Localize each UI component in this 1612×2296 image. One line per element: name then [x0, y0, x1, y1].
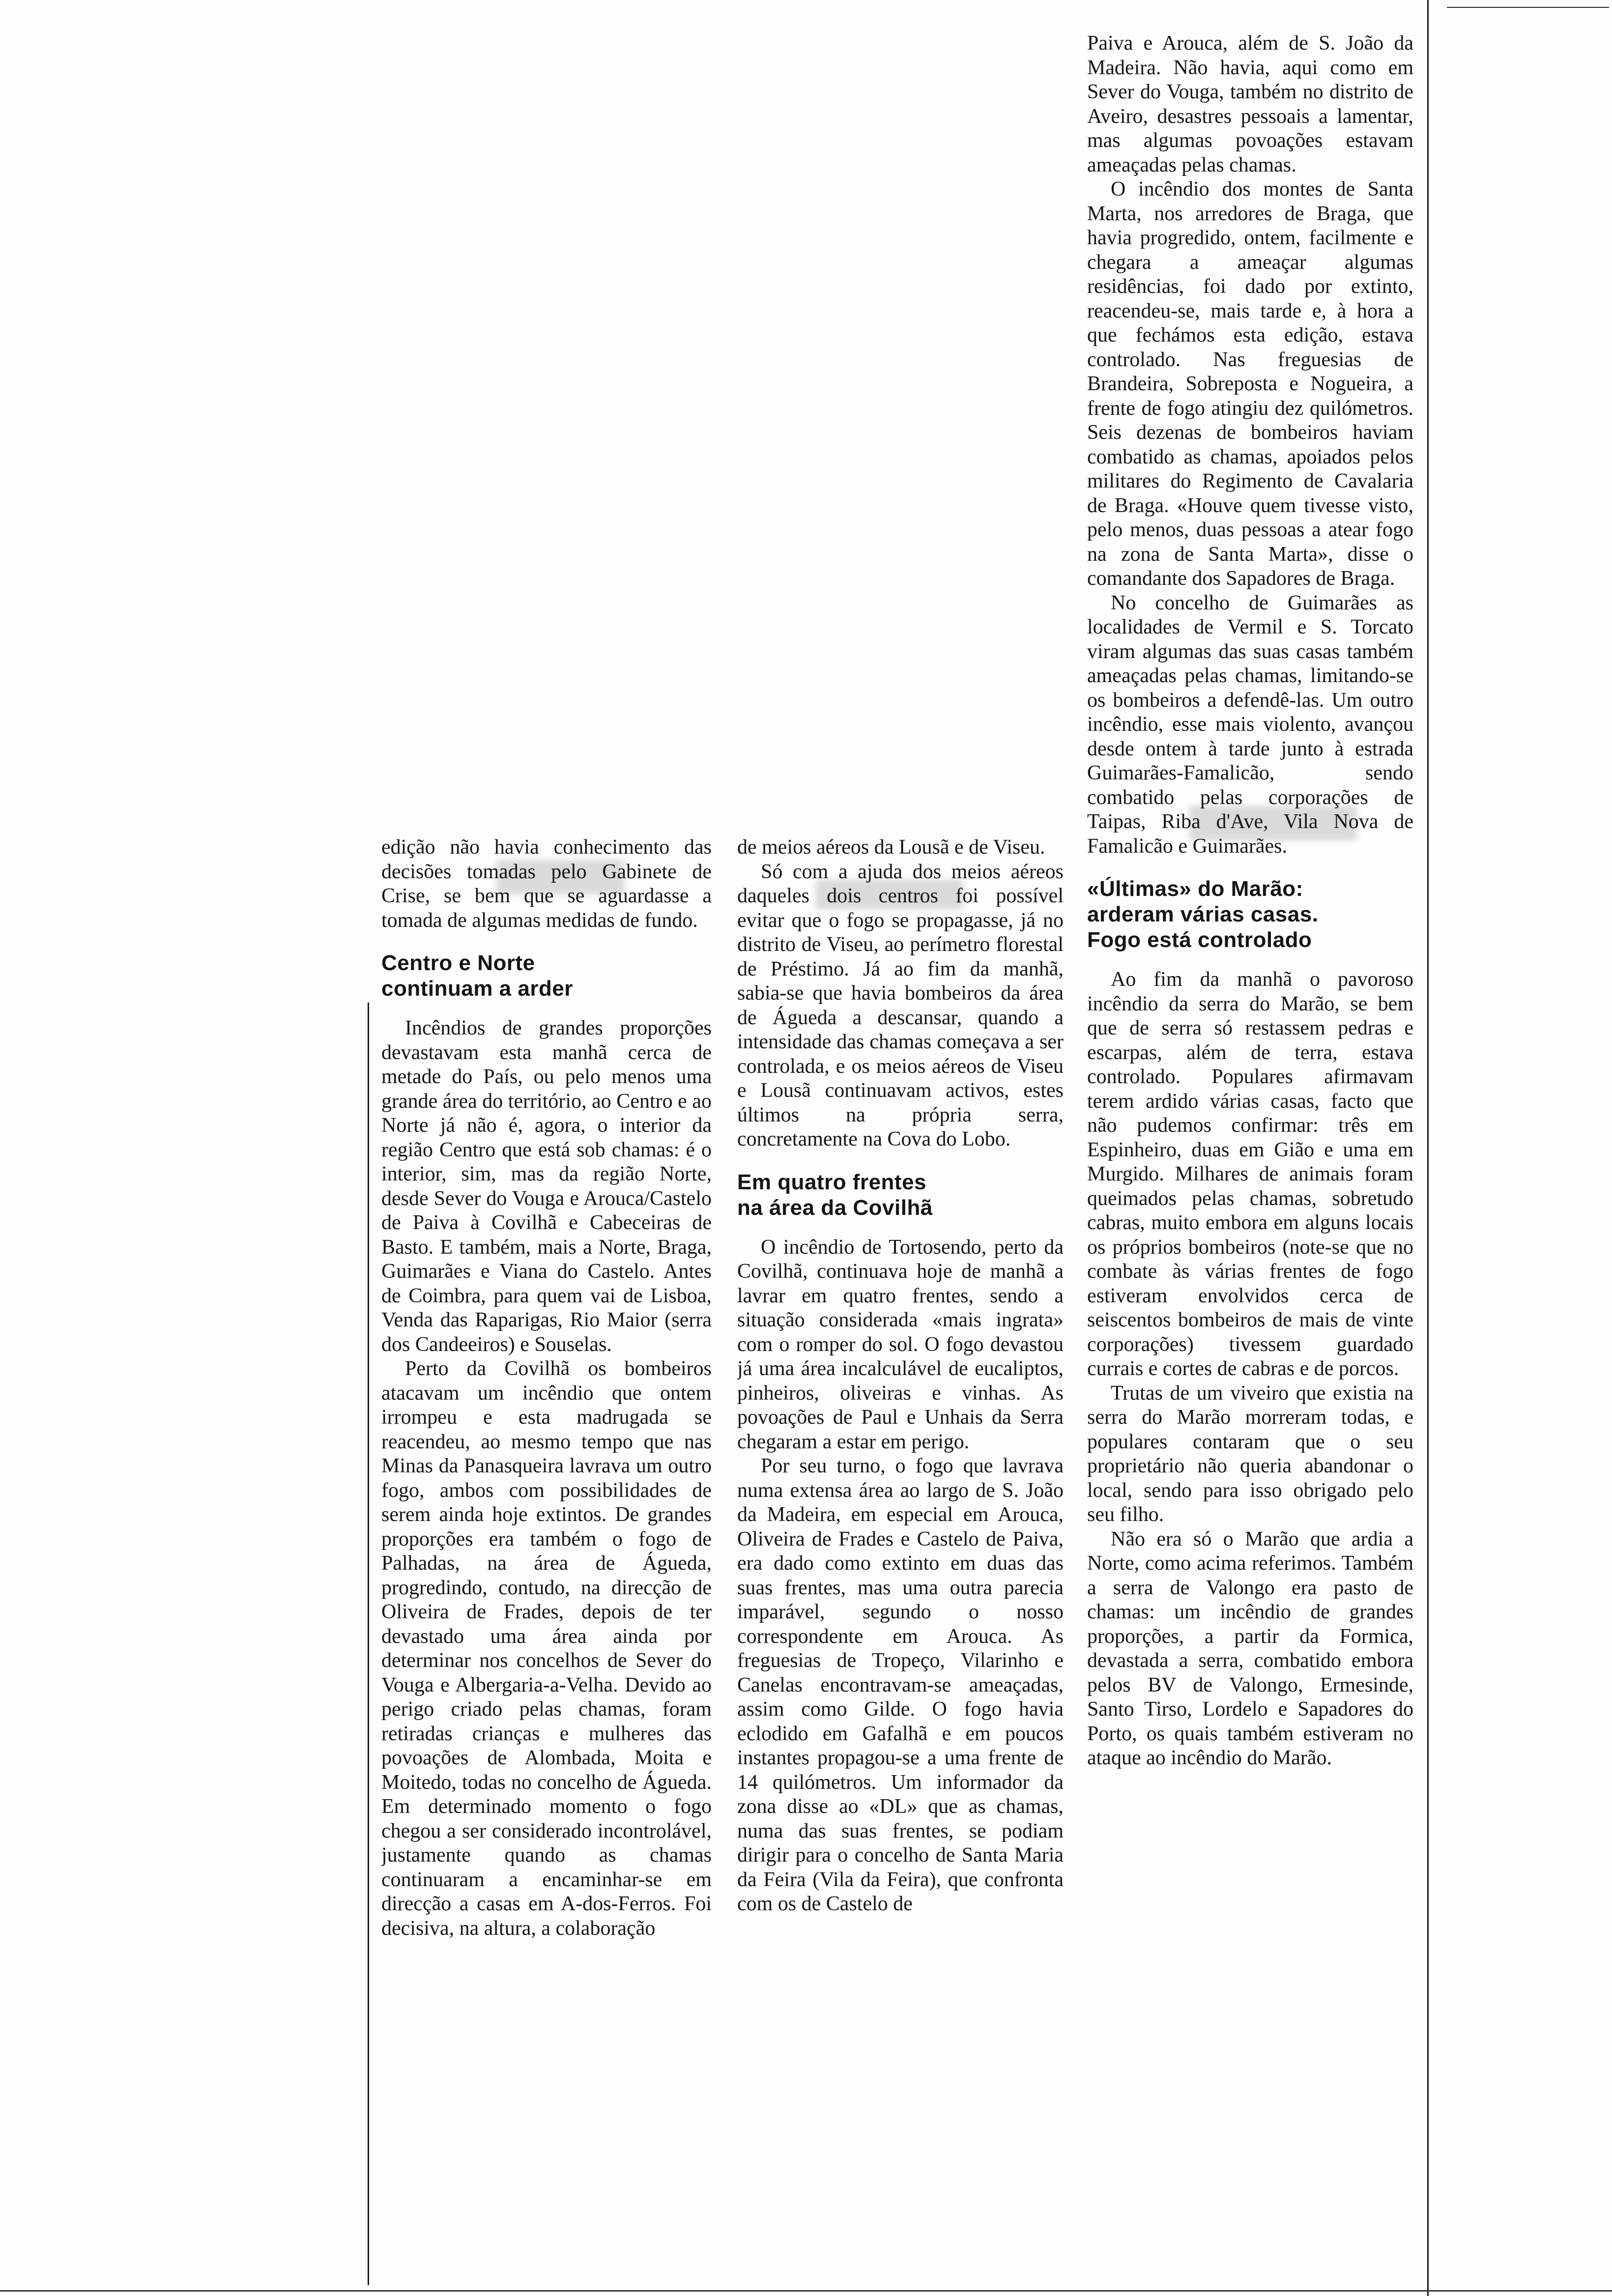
header-rule: [1447, 7, 1609, 8]
column-rule: [1427, 0, 1429, 2296]
paragraph: Só com a ajuda dos meios aéreos daqueles dois centros foi possível evitar que o fogo se propagasse, já no distrito de Viseu, ao perímetro florestal de Préstimo. Já ao fim da manhã, sabia-se que havia bombeiros da área de Águeda a descansar, quando a intensidade das chamas começava a ser controlada, e os meios aéreos de Viseu e Lousã continuavam activos, estes últimos na própria serra, concretamente na Cova do Lobo.: [737, 860, 1064, 1150]
paragraph: Não era só o Marão que ardia a Norte, como acima referimos. Também a serra de Valongo era pasto de chamas: um incêndio de grandes proporções, a partir da Formica, devastada a serra, combatido embora pelos BV de Valongo, Ermesinde, Santo Tirso, Lordelo e Sapadores do Porto, os quais também estiveram no ataque ao incêndio do Marão.: [1087, 1527, 1413, 1769]
subheading-line: «Últimas» do Marão:: [1087, 877, 1303, 901]
subheading-line: Centro e Norte: [381, 951, 535, 975]
column-rule: [368, 1003, 369, 2285]
paragraph: Perto da Covilhã os bombeiros atacavam um incêndio que ontem irrompeu e esta madrugada se reacendeu, ao mesmo tempo que nas Minas da Panasqueira lavrava um outro fogo, ambos com possibilidades de serem ainda hoje extintos. De grandes proporções era também o fogo de Palhadas, na área de Águeda, progredindo, contudo, na direcção de Oliveira de Frades, depois de ter devastado uma área ainda por determinar nos concelhos de Sever do Vouga e Albergaria-a-Velha. Devido ao perigo criado pelas chamas, foram retiradas crianças e mulheres das povoações de Alombada, Moita e Moitedo, todas no concelho de Águeda. Em determinado momento o fogo chegou a ser considerado incontrolável, justamente quando as chamas continuaram a encaminhar-se em direcção a casas em A-dos-Ferros. Foi decisiva, na altura, a colaboração: [381, 1357, 712, 1940]
paragraph: Paiva e Arouca, além de S. João da Madeira. Não havia, aqui como em Sever do Vouga, também no distrito de Aveiro, desastres pessoais a lamentar, mas algumas povoações estavam ameaçadas pelas chamas.: [1087, 32, 1413, 176]
subheading-centro-norte: [381, 950, 712, 1002]
subheading-marao: [1087, 876, 1413, 953]
article-column-2: [737, 835, 1064, 2290]
footer-rule: [0, 2290, 1612, 2292]
subheading-line: na área da Covilhã: [737, 1195, 933, 1220]
paragraph: Trutas de um viveiro que existia na serra do Marão morreram todas, e populares contaram que o seu proprietário não queria abandonar o local, sendo para isso obrigado pelo seu filho.: [1087, 1381, 1413, 1526]
article-column-1: [381, 835, 712, 2290]
paragraph: No concelho de Guimarães as localidades de Vermil e S. Torcato viram algumas das suas casas também ameaçadas pelas chamas, limitando-se os bombeiros a defendê-las. Um outro incêndio, esse mais violento, avançou desde ontem à tarde junto à estrada Guimarães-Famalicão, sendo combatido pelas corporações de Taipas, Riba d'Ave, Vila Nova de Famalicão e Guimarães.: [1087, 591, 1413, 858]
paragraph: O incêndio de Tortosendo, perto da Covilhã, continuava hoje de manhã a lavrar em quatro frentes, sendo a situação considerada «mais ingrata» com o romper do sol. O fogo devastou já uma área incalculável de eucaliptos, pinheiros, oliveiras e vinhas. As povoações de Paul e Unhais da Serra chegaram a estar em perigo.: [737, 1235, 1064, 1453]
subheading-line: Fogo está controlado: [1087, 928, 1312, 952]
column-1-continuation: edição não havia conhecimento das decisões tomadas pelo Gabinete de Crise, se bem que se aguardasse a tomada de algumas medidas de fundo.: [381, 836, 712, 932]
subheading-line: Em quatro frentes: [737, 1170, 927, 1194]
subheading-line: arderam várias casas.: [1087, 902, 1319, 926]
paragraph: Por seu turno, o fogo que lavrava numa extensa área ao largo de S. João da Madeira, em especial em Arouca, Oliveira de Frades e Castelo de Paiva, era dado como extinto em duas das suas frentes, mas uma outra parecia imparável, segundo o nosso correspondente em Arouca. As freguesias de Tropeço, Vilarinho e Canelas encontravam-se ameaçadas, assim como Gilde. O fogo havia eclodido em Gafalhã e em poucos instantes propagou-se a uma frente de 14 quilómetros. Um informador da zona disse ao «DL» que as chamas, numa das suas frentes, se podiam dirigir para o concelho de Santa Maria da Feira (Vila da Feira), que confronta com os de Castelo de: [737, 1455, 1064, 1915]
paragraph: Incêndios de grandes proporções devastavam esta manhã cerca de metade do País, ou pelo menos uma grande área do território, ao Centro e ao Norte já não é, agora, o interior da região Centro que está sob chamas: é o interior, sim, mas da região Norte, desde Sever do Vouga e Arouca/Castelo de Paiva à Covilhã e Cabeceiras de Basto. E também, mais a Norte, Braga, Guimarães e Viana do Castelo. Antes de Coimbra, para quem vai de Lisboa, Venda das Raparigas, Rio Maior (serra dos Candeeiros) e Souselas.: [381, 1017, 712, 1356]
subheading-line: continuam a arder: [381, 976, 573, 1001]
paragraph: O incêndio dos montes de Santa Marta, nos arredores de Braga, que havia progredido, ontem, facilmente e chegara a ameaçar algumas residências, foi dado por extinto, reacendeu-se, mais tarde e, à hora a que fechámos esta edição, estava controlado. Nas freguesias de Brandeira, Sobreposta e Nogueira, a frente de fogo atingiu dez quilómetros. Seis dezenas de bombeiros haviam combatido as chamas, apoiados pelos militares do Regimento de Cavalaria de Braga. «Houve quem tivesse visto, pelo menos, duas pessoas a atear fogo na zona de Santa Marta», disse o comandante dos Sapadores de Braga.: [1087, 178, 1413, 590]
paragraph: Ao fim da manhã o pavoroso incêndio da serra do Marão, se bem que de serra só restassem pedras e escarpas, além de terra, estava controlado. Populares afirmavam terem ardido várias casas, facto que não pudemos confirmar: três em Espinheiro, duas em Gião e uma em Murgido. Milhares de animais foram queimados pelas chamas, sobretudo cabras, muito embora em alguns locais os próprios bombeiros (note-se que no combate às várias frentes de fogo estiveram envolvidos cerca de seiscentos bombeiros de mais de vinte corporações) tivessem guardado currais e cortes de cabras e de porcos.: [1087, 968, 1413, 1380]
column-2-continuation: de meios aéreos da Lousã e de Viseu.: [737, 836, 1045, 859]
subheading-covilha: [737, 1170, 1064, 1221]
article-column-3: [1087, 31, 1413, 2292]
